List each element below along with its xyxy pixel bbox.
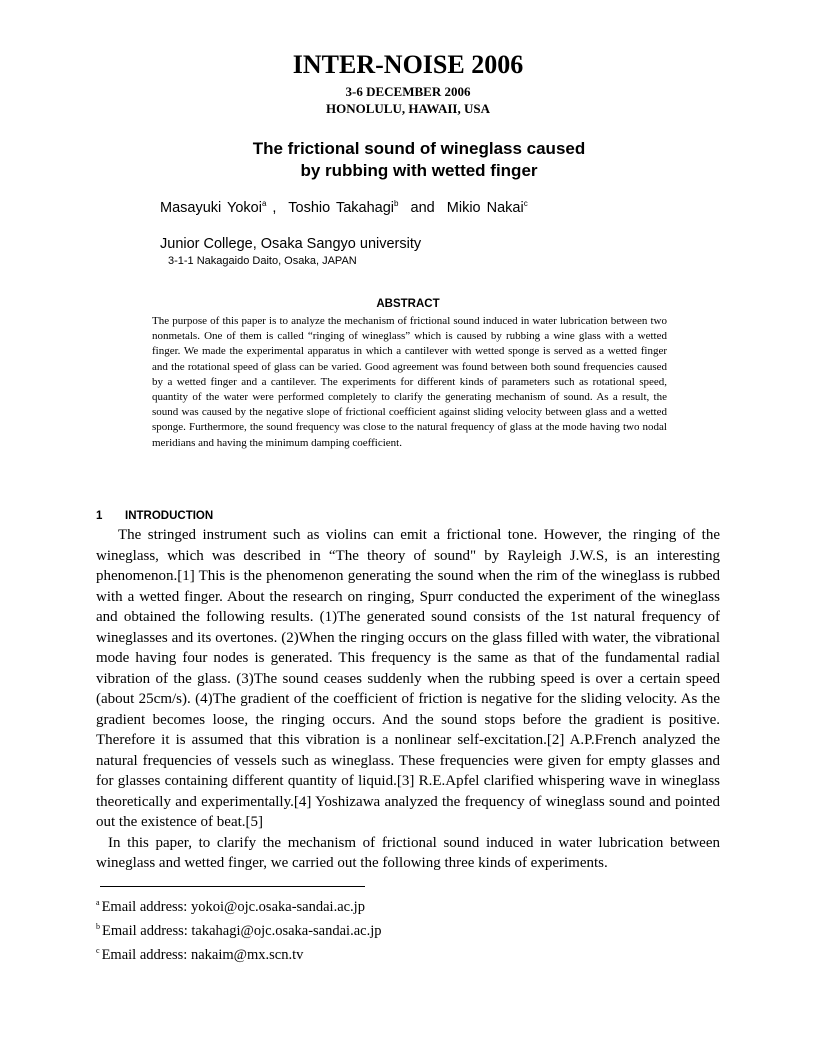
footnote-divider <box>100 886 365 887</box>
introduction-body <box>96 525 720 874</box>
conference-title: INTER-NOISE 2006 <box>292 50 524 79</box>
section-number: 1 <box>96 510 103 522</box>
paper-title <box>0 138 816 182</box>
author-mark: b <box>394 199 399 208</box>
abstract-heading: ABSTRACT <box>376 298 440 310</box>
paper-title-line-1: The frictional sound of wineglass caused <box>252 139 586 158</box>
footnote <box>96 941 382 965</box>
affiliation-address: 3-1-1 Nakagaido Daito, Osaka, JAPAN <box>168 255 357 267</box>
author-list <box>160 199 528 216</box>
affiliation: Junior College, Osaka Sangyo university <box>160 236 422 252</box>
abstract-text: The purpose of this paper is to analyze the mechanism of frictional sound induced in water lubrication between two nonmetals. One of them is called “ringing of wineglass” which is caused by rubbing a wine glass with a wetted finger. We made the experimental apparatus in which a cantilever with wetted sponge is served as a wetted finger and the rotational speed of glass can be varied. Good agreement was found between both sound frequencies caused by a wetted finger and a cantilever. The experiments for different kinds of parameters such as rotational speed, quantity of the water were performed completely to clarify the generating mechanism of sound. As a result, the sound was caused by the negative slope of frictional coefficient against sliding velocity between glass and a wetted sponge. Furthermore, the sound frequency was close to the natural frequency of glass at the mode having two nodal meridians and having the minimum damping coefficient. <box>152 315 667 449</box>
footnote-mark: a <box>96 898 100 907</box>
footnote <box>96 917 382 941</box>
author-separator: and <box>404 199 435 216</box>
paragraph: In this paper, to clarify the mechanism of frictional sound induced in water lubrication between wineglass and wetted finger, we carried out the following three kinds of experiments. <box>96 834 720 871</box>
footnote-mark: b <box>96 921 100 931</box>
conference-dates: 3-6 DECEMBER 2006 <box>345 84 471 99</box>
section-title: INTRODUCTION <box>125 510 214 522</box>
footnotes <box>96 893 382 964</box>
footnote-text: Email address: nakaim@mx.scn.tv <box>101 946 304 963</box>
author-name: Toshio Takahagi <box>288 199 394 216</box>
conference-location: HONOLULU, HAWAII, USA <box>326 101 490 116</box>
paper-title-line-2: by rubbing with wetted finger <box>300 161 538 180</box>
author-mark: a <box>261 199 267 208</box>
footnote <box>96 893 382 917</box>
paragraph: The stringed instrument such as violins can emit a frictional tone. However, the ringing of the wineglass, which was described in “The theory of sound" by Rayleigh J.W.S, is an interesting phenomenon.[1] This is the phenomenon generating the sound when the rim of the wineglass is rubbed with a wetted finger. About the research on ringing, Spurr conducted the experiment of the wineglass and obtained the following results. (1)The generated sound consists of the 1st natural frequency of wineglasses and its overtones. (2)When the ringing occurs on the glass filled with water, the vibrational mode having four nodes is generated. This frequency is the same as that of the fundamental radial vibration of the glass. (3)The sound ceases suddenly when the rubbing speed is over a certain speed (about 25cm/s). (4)The gradient of the coefficient of friction is negative for the sliding velocity. As the gradient becomes loose, the ringing occurs. And the sound stops before the gradient is positive. Therefore it is assumed that this vibration is a nonlinear self-excitation.[2] A.P.French analyzed the natural frequencies of vessels such as wineglass. These frequencies were given for empty glasses and for glasses containing different quantity of liquid.[3] R.E.Apfel clarified whispering wave in wineglass theoretically and experimentally.[4] Yoshizawa analyzed the frequency of wineglass sound and pointed out the existence of beat.[5] <box>96 527 720 830</box>
footnote-mark: c <box>96 945 100 955</box>
author-name: Masayuki Yokoi <box>160 199 262 216</box>
footnote-text: Email address: yokoi@ojc.osaka-sandai.ac.jp <box>101 898 365 915</box>
author-mark: c <box>523 199 528 208</box>
section-heading <box>96 510 213 522</box>
author-separator: , <box>266 199 277 216</box>
author-name: Mikio Nakai <box>446 199 524 216</box>
footnote-text: Email address: takahagi@ojc.osaka-sandai.ac.jp <box>102 922 382 939</box>
